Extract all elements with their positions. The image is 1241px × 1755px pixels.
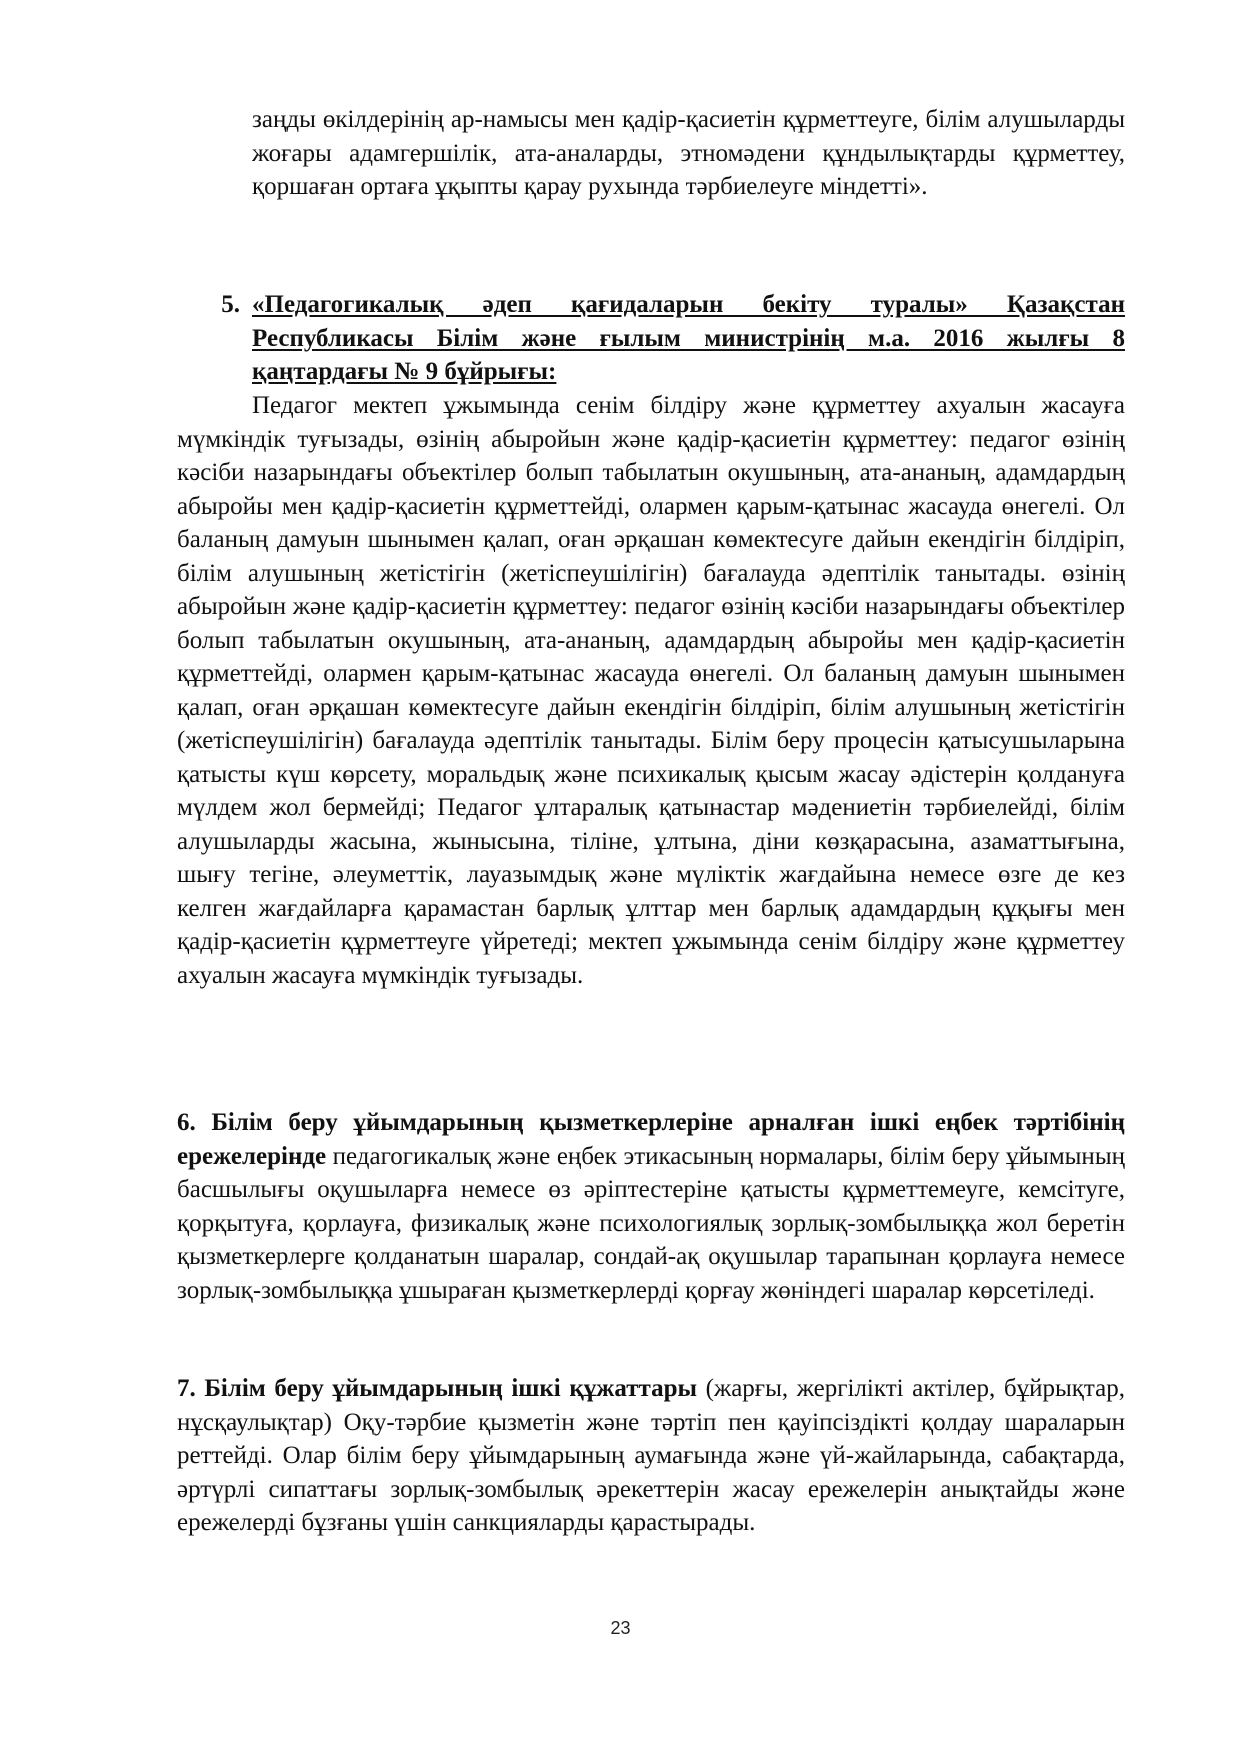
section-6-body: педагогикалық және еңбек этикасының нормалары, білім беру ұйымының басшылығы оқушыларға немесе өз әріптестеріне қатысты құрметтемеуге, кемсітуге, қорқытуға, қорлауға, физикалық және психологиялық зорлық-зомбылыққа жол беретін қызметкерлерге қолданатын шаралар, сондай-ақ оқушылар тарапынан қорлауға немесе зорлық-зомбылыққа ұшыраған қызметкерлерді қорғау жөніндегі шаралар көрсетіледі. xyxy=(177,1142,1125,1304)
section-6-paragraph xyxy=(177,1106,1125,1307)
page-number: 23 xyxy=(610,1618,631,1638)
section-5-heading xyxy=(177,288,1125,389)
section-7-paragraph xyxy=(177,1372,1125,1540)
section-7-bold-lead: 7. Білім беру ұйымдарының ішкі құжаттары xyxy=(177,1375,698,1402)
section-6-bold-lead: 6. Білім беру ұйымдарының қызметкерлеріне арналған ішкі еңбек тәртібінің ережелерінде xyxy=(177,1109,1125,1170)
section-7-body: (жарғы, жергілікті актілер, бұйрықтар, нұсқаулықтар) Оқу-тәрбие қызметін және тәртіп пен қауіпсіздікті қолдау шараларын реттейді. Олар білім беру ұйымдарының аумағында және үй-жайларында, сабақтарда, әртүрлі сипаттағы зорлық-зомбылық әрекеттерін жасау ережелерін анықтайды және ережелерді бұзғаны үшін санкцияларды қарастырады. xyxy=(177,1375,1125,1536)
section-5-number: 5. xyxy=(221,291,240,318)
section-5-body: Педагог мектеп ұжымында сенім білдіру және құрметтеу ахуалын жасауға мүмкіндік туғызады, өзінің абыройын және қадір-қасиетін құрметтеу: педагог өзінің кәсіби назарындағы объектілер болып табылатын окушының, ата-ананың, адамдардың абыройы мен қадір-қасиетін құрметтейді, олармен қарым-қатынас жасауда өнегелі. Ол баланың дамуын шынымен қалап, оған әрқашан көмектесуге дайын екендігін білдіріп, білім алушының жетістігін (жетіспеушілігін) бағалауда әдептілік танытады. өзінің абыройын және қадір-қасиетін құрметтеу: педагог өзінің кәсіби назарындағы объектілер болып табылатын окушының, ата-ананың, адамдардың абыройы мен қадір-қасиетін құрметтейді, олармен қарым-қатынас жасауда өнегелі. Ол баланың дамуын шынымен қалап, оған әрқашан көмектесуге дайын екендігін білдіріп, білім алушының жетістігін (жетіспеушілігін) бағалауда әдептілік танытады. Білім беру процесін қатысушыларына қатысты күш көрсету, моральдық және психикалық қысым жасау әдістерін қолдануға мүлдем жол бермейді; Педагог ұлтаралық қатынастар мәдениетін тәрбиелейді, білім алушыларды жасына, жынысына, тіліне, ұлтына, діни көзқарасына, азаматтығына, шығу тегіне, әлеуметтік, лауазымдық және мүліктік жағдайына немесе өзге де кез келген жағдайларға қарамастан барлық ұлттар мен барлық адамдардың құқығы мен қадір-қасиетін құрметтеуге үйретеді; мектеп ұжымында сенім білдіру және құрметтеу ахуалын жасауға мүмкіндік туғызады. xyxy=(177,392,1125,989)
section-5-title: «Педагогикалық әдеп қағидаларын бекіту туралы» Қазақстан Республикасы Білім және ғылым министрінің м.а. 2016 жылғы 8 қаңтардағы № 9 бұйрығы: xyxy=(252,291,1125,385)
continuation-paragraph: заңды өкілдерінің ар-намысы мен қадір-қасиетін құрметтеуге, білім алушыларды жоғары адамгершілік, ата-аналарды, этномәдени құндылықтарды құрметтеу, қоршаған ортаға ұқыпты қарау рухында тәрбиелеуге міндетті». xyxy=(252,106,1125,200)
